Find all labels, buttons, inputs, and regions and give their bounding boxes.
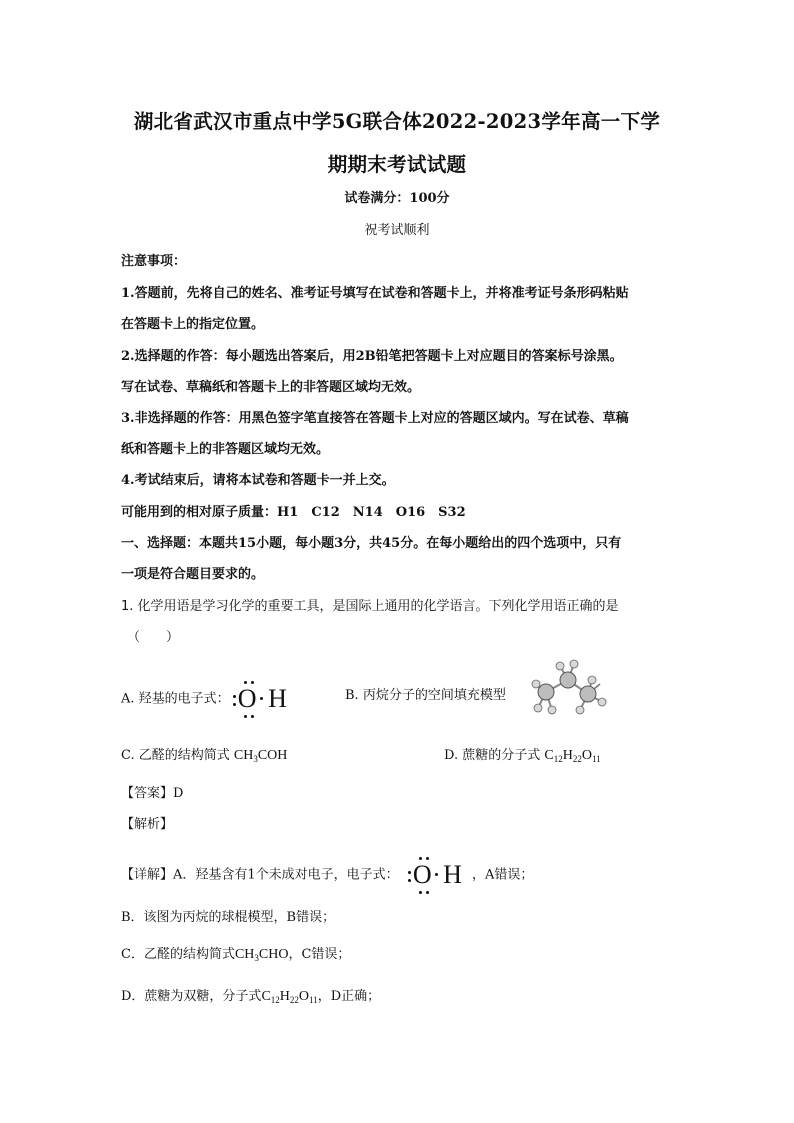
lewis-hydrogen: H <box>268 684 287 713</box>
electron-dot <box>408 871 411 874</box>
electron-dot <box>260 697 263 700</box>
formula-subscript: 12 <box>553 754 563 764</box>
analysis-label: 【解析】 <box>121 817 174 832</box>
formula-part: H <box>279 989 290 1004</box>
hydrogen-atom <box>570 660 578 668</box>
electron-dot <box>233 695 236 698</box>
detail-a-suffix: ，A错误； <box>472 867 534 883</box>
carbon-atom <box>580 686 596 702</box>
notice-heading: 注意事项： <box>121 254 187 269</box>
option-a <box>121 684 287 714</box>
electron-dot <box>419 891 422 894</box>
exam-title-line1: 湖北省武汉市重点中学5G联合体2022-2023学年高一下学 <box>133 110 661 133</box>
option-b <box>345 684 506 703</box>
explanation-b: B．该图为丙烷的球棍模型，B错误； <box>121 910 336 925</box>
notice-item-4: 4.考试结束后，请将本试卷和答题卡一并上交。 <box>121 473 395 488</box>
electron-dot <box>419 857 422 860</box>
explanation-d <box>121 985 380 1005</box>
explanation-d-prefix: D．蔗糖为双糖，分子式 <box>121 989 262 1004</box>
formula-subscript: 11 <box>309 995 318 1005</box>
hydrogen-atom <box>598 698 606 706</box>
lewis-oxygen: O <box>237 684 257 713</box>
formula-part: O <box>298 989 310 1004</box>
propane-ball-stick-model <box>526 656 612 718</box>
hydrogen-atom <box>556 662 564 670</box>
notice-item-2: 2.选择题的作答：每小题选出答案后，用2B铅笔把答题卡上对应题目的答案标号涂黑。 <box>121 349 623 364</box>
carbon-atom <box>538 684 554 700</box>
electron-dot <box>426 891 429 894</box>
option-d-label: D. 蔗糖的分子式 <box>444 748 541 763</box>
option-c <box>121 744 287 764</box>
good-luck-text: 祝考试顺利 <box>364 223 430 238</box>
carbon-atom <box>560 672 576 688</box>
electron-dot <box>244 681 247 684</box>
hydroxyl-lewis-structure <box>238 684 287 714</box>
electron-dot <box>251 681 254 684</box>
explanation-c <box>121 943 350 963</box>
question-1-paren: （ ） <box>127 630 180 645</box>
formula-subscript: 22 <box>289 995 299 1005</box>
option-d <box>444 744 601 764</box>
electron-dot <box>408 879 411 882</box>
notice-item-1-cont: 在答题卡上的指定位置。 <box>121 317 265 332</box>
section-1-heading-cont: 一项是符合题目要求的。 <box>121 567 265 582</box>
formula-part: C <box>544 748 554 763</box>
formula-part: O <box>581 748 592 763</box>
atomic-mass-line: 可能用到的相对原子质量：H1 C12 N14 O16 S32 <box>121 505 466 520</box>
electron-dot <box>251 715 254 718</box>
electron-dot <box>244 715 247 718</box>
lewis-oxygen: O <box>412 860 432 889</box>
lewis-hydrogen: H <box>443 860 462 889</box>
full-score: 试卷满分：100分 <box>344 191 450 206</box>
formula-part: CHO <box>258 947 289 962</box>
explanation-d-suffix: ，D正确； <box>317 989 381 1004</box>
question-1-stem: 1. 化学用语是学习化学的重要工具，是国际上通用的化学语言。下列化学用语正确的是 <box>121 599 619 614</box>
hydroxyl-lewis-structure-answer <box>413 860 462 890</box>
formula-subscript: 3 <box>254 953 259 963</box>
hydrogen-atom <box>576 706 584 714</box>
hydrogen-atom <box>588 676 596 684</box>
acetaldehyde-formula <box>235 947 289 962</box>
formula-subscript: 3 <box>253 754 258 764</box>
explanation-c-prefix: C．乙醛的结构简式 <box>121 947 235 962</box>
detail-a-prefix: 【详解】A．羟基含有1个未成对电子，电子式： <box>121 867 399 883</box>
notice-item-1: 1.答题前，先将自己的姓名、准考证号填写在试卷和答题卡上，并将准考证号条形码粘贴 <box>121 286 629 301</box>
electron-dot <box>435 873 438 876</box>
notice-item-3: 3.非选择题的作答：用黑色签字笔直接答在答题卡上对应的答题区域内。写在试卷、草稿 <box>121 411 629 426</box>
acetaldehyde-formula-wrong <box>234 748 288 763</box>
detail-a <box>121 860 533 890</box>
formula-subscript: 12 <box>270 995 280 1005</box>
option-b-label: B. 丙烷分子的空间填充模型 <box>345 688 506 703</box>
answer-label: 【答案】D <box>121 786 184 801</box>
sucrose-formula <box>544 748 600 763</box>
formula-part: C <box>261 989 271 1004</box>
formula-part: CH <box>234 947 255 962</box>
option-a-label: A. 羟基的电子式： <box>121 691 230 707</box>
hydrogen-atom <box>534 704 542 712</box>
formula-subscript: 11 <box>591 754 601 764</box>
explanation-c-suffix: ，C错误； <box>288 947 351 962</box>
option-c-label: C. 乙醛的结构简式 <box>121 748 230 763</box>
formula-subscript: 22 <box>572 754 582 764</box>
electron-dot <box>233 703 236 706</box>
formula-part: CH <box>233 748 254 763</box>
formula-part: COH <box>257 748 288 763</box>
exam-title-line2: 期期末考试试题 <box>327 153 467 176</box>
section-1-heading: 一、选择题：本题共15小题，每小题3分，共45分。在每小题给出的四个选项中，只有 <box>121 536 622 551</box>
formula-part: H <box>562 748 573 763</box>
notice-item-3-cont: 纸和答题卡上的非答题区域均无效。 <box>121 442 330 457</box>
hydrogen-atom <box>548 706 556 714</box>
hydrogen-atom <box>532 680 540 688</box>
sucrose-formula-answer <box>261 989 317 1004</box>
notice-item-2-cont: 写在试卷、草稿纸和答题卡上的非答题区域均无效。 <box>121 380 421 395</box>
electron-dot <box>426 857 429 860</box>
